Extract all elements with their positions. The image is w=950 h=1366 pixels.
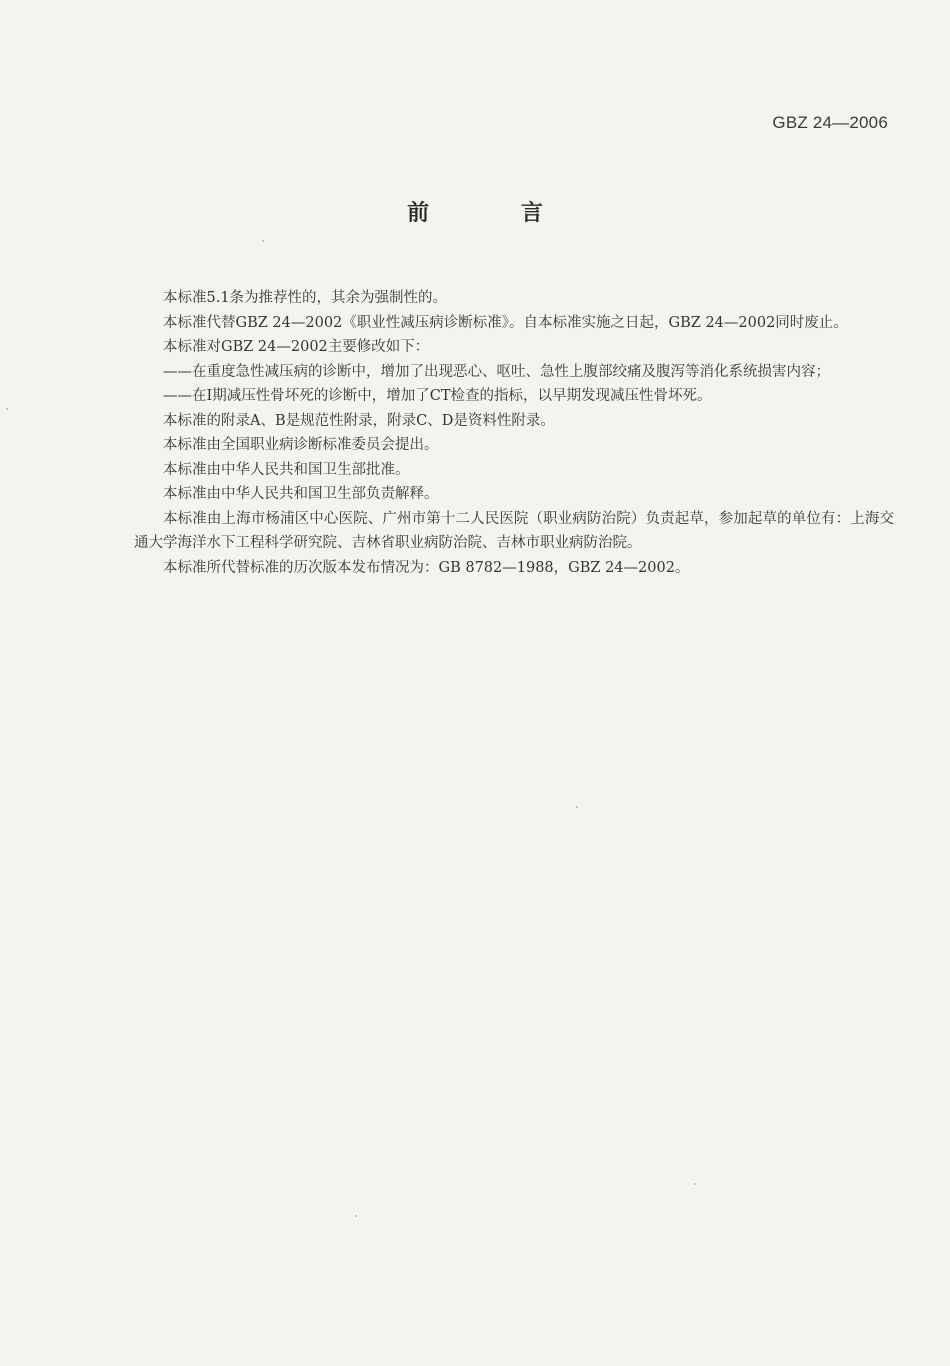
page-title: 前 言	[407, 201, 585, 226]
paragraph: 本标准由中华人民共和国卫生部负责解释。	[163, 486, 439, 502]
paragraph: 本标准代替GBZ 24—2002《职业性减压病诊断标准》。自本标准实施之日起，GBZ 24—2002同时废止。	[163, 314, 848, 331]
paragraph: 本标准5.1条为推荐性的，其余为强制性的。	[163, 290, 448, 306]
paragraph: 本标准由全国职业病诊断标准委员会提出。	[163, 437, 439, 453]
scan-speck	[576, 806, 578, 808]
scan-speck	[694, 1183, 696, 1185]
paragraph: 本标准由中华人民共和国卫生部批准。	[163, 461, 410, 478]
paragraph: ——在重度急性减压病的诊断中，增加了出现恶心、呕吐、急性上腹部绞痛及腹泻等消化系统损害内容；	[163, 363, 830, 380]
paragraph: 本标准对GBZ 24—2002主要修改如下：	[163, 339, 430, 355]
foreword-body	[134, 286, 894, 580]
scan-speck	[6, 408, 8, 410]
paragraph: 本标准由上海市杨浦区中心医院、广州市第十二人民医院（职业病防治院）负责起草，参加起草的单位有：上海交通大学海洋水下工程科学研究院、吉林省职业病防治院、吉林市职业病防治院。	[134, 510, 894, 551]
scan-speck	[355, 1215, 357, 1217]
scan-speck	[262, 240, 264, 242]
paragraph: 本标准所代替标准的历次版本发布情况为：GB 8782—1988，GBZ 24—2002。	[163, 559, 690, 576]
standard-code: GBZ 24—2006	[772, 113, 888, 132]
paragraph: ——在Ⅰ期减压性骨坏死的诊断中，增加了CT检查的指标，以早期发现减压性骨坏死。	[163, 388, 712, 404]
paragraph: 本标准的附录A、B是规范性附录，附录C、D是资料性附录。	[163, 412, 555, 429]
